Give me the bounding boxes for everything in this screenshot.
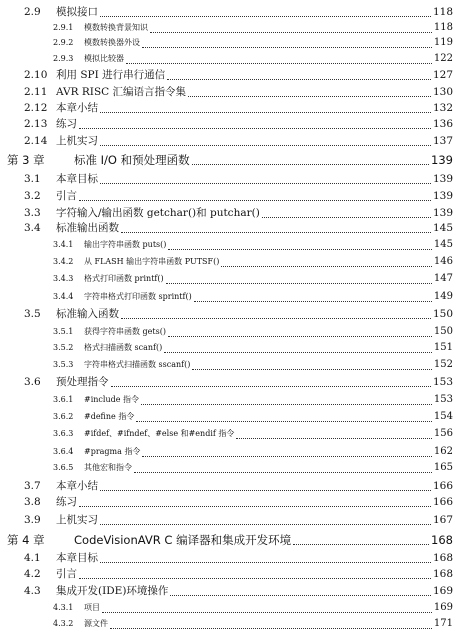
toc-subsection-entry bbox=[0, 289, 463, 305]
toc-entry-number: 3.8 bbox=[24, 496, 41, 508]
toc-entry-title: #define 指令 bbox=[84, 412, 135, 421]
dot-leader bbox=[170, 595, 431, 596]
dot-leader bbox=[100, 562, 431, 563]
toc-entry-page-number: 167 bbox=[432, 514, 453, 526]
toc-entry-page-number: 146 bbox=[433, 256, 453, 267]
toc-entry-title: 本章目标 bbox=[56, 173, 98, 185]
toc-entry-title: #include 指令 bbox=[84, 395, 140, 404]
toc-section-entry bbox=[0, 478, 463, 494]
dot-leader bbox=[221, 266, 432, 267]
toc-entry-title: 预处理指令 bbox=[56, 376, 109, 388]
toc-entry-number: 3.6.5 bbox=[53, 463, 74, 472]
toc-entry-title: 格式打印函数 printf() bbox=[84, 274, 164, 283]
toc-entry-line bbox=[56, 84, 453, 100]
toc-entry-title: #pragma 指令 bbox=[84, 447, 141, 456]
dot-leader bbox=[79, 128, 431, 129]
toc-section-entry bbox=[0, 100, 463, 116]
toc-entry-number: 3.6.1 bbox=[53, 395, 74, 404]
toc-entry-title: 本章目标 bbox=[56, 552, 98, 564]
toc-section-entry bbox=[0, 512, 463, 528]
toc-entry-line bbox=[56, 205, 453, 221]
toc-entry-number: 3.4.3 bbox=[53, 274, 74, 283]
toc-entry-page-number: 169 bbox=[433, 602, 453, 613]
dot-leader bbox=[100, 524, 431, 525]
toc-subsection-entry bbox=[0, 237, 463, 253]
toc-subsection-entry bbox=[0, 340, 463, 356]
toc-entry-line bbox=[84, 460, 453, 476]
toc-entry-title: 本章小结 bbox=[56, 102, 98, 114]
toc-entry-line bbox=[56, 306, 453, 322]
toc-entry-title: 本章小结 bbox=[56, 480, 98, 492]
toc-entry-number: 3.2 bbox=[24, 190, 41, 202]
toc-entry-page-number: 152 bbox=[433, 359, 453, 370]
toc-entry-number: 3.4.2 bbox=[53, 257, 74, 266]
toc-entry-page-number: 169 bbox=[432, 585, 453, 597]
toc-entry-number: 3.1 bbox=[24, 173, 41, 185]
dot-leader bbox=[121, 318, 431, 319]
toc-entry-page-number: 171 bbox=[433, 618, 453, 629]
toc-entry-number: 第 3 章 bbox=[7, 153, 45, 167]
toc-entry-number: 3.6.3 bbox=[53, 429, 74, 438]
toc-entry-number: 2.11 bbox=[24, 86, 48, 98]
toc-section-entry bbox=[0, 4, 463, 20]
dot-leader bbox=[236, 438, 432, 439]
toc-entry-page-number: 145 bbox=[433, 239, 453, 250]
dot-leader bbox=[192, 164, 429, 165]
dot-leader bbox=[134, 472, 432, 473]
toc-entry-title: 利用 SPI 进行串行通信 bbox=[56, 69, 166, 81]
toc-entry-number: 4.2 bbox=[24, 568, 41, 580]
toc-entry-page-number: 118 bbox=[432, 6, 453, 18]
toc-entry-title: 引言 bbox=[56, 190, 77, 202]
toc-entry-number: 3.6 bbox=[24, 376, 41, 388]
toc-entry-line bbox=[56, 374, 453, 390]
toc-entry-line bbox=[84, 254, 453, 270]
toc-entry-number: 3.5.3 bbox=[53, 360, 74, 369]
toc-entry-line bbox=[84, 237, 453, 253]
dot-leader bbox=[136, 421, 432, 422]
toc-entry-page-number: 154 bbox=[433, 411, 453, 422]
toc-entry-title: 引言 bbox=[56, 568, 77, 580]
toc-entry-line bbox=[84, 51, 453, 67]
dot-leader bbox=[142, 47, 432, 48]
toc-entry-page-number: 136 bbox=[432, 118, 453, 130]
toc-entry-line bbox=[84, 340, 453, 356]
toc-entry-number: 3.9 bbox=[24, 514, 41, 526]
toc-subsection-entry bbox=[0, 600, 463, 616]
toc-section-entry bbox=[0, 494, 463, 510]
toc-subsection-entry bbox=[0, 357, 463, 373]
toc-subsection-entry bbox=[0, 460, 463, 476]
toc-entry-number: 2.14 bbox=[24, 135, 48, 147]
toc-entry-title: 练习 bbox=[56, 118, 77, 130]
dot-leader bbox=[110, 628, 432, 629]
toc-section-entry bbox=[0, 583, 463, 599]
dot-leader bbox=[79, 200, 431, 201]
dot-leader bbox=[100, 183, 431, 184]
toc-entry-title: 输出字符串函数 puts() bbox=[84, 240, 167, 249]
dot-leader bbox=[142, 456, 431, 457]
toc-entry-page-number: 151 bbox=[433, 342, 453, 353]
toc-entry-title: 字符输入/输出函数 getchar()和 putchar() bbox=[56, 207, 260, 219]
toc-entry-line bbox=[84, 289, 453, 305]
toc-entry-page-number: 168 bbox=[431, 533, 453, 547]
toc-entry-title: 字符串格式打印函数 sprintf() bbox=[84, 292, 192, 301]
toc-entry-number: 3.6.4 bbox=[53, 447, 74, 456]
toc-section-entry bbox=[0, 306, 463, 322]
toc-entry-line bbox=[84, 616, 453, 632]
dot-leader bbox=[188, 96, 431, 97]
toc-entry-number: 2.12 bbox=[24, 102, 48, 114]
toc-entry-page-number: 150 bbox=[432, 308, 453, 320]
toc-subsection-entry bbox=[0, 426, 463, 442]
toc-entry-title: 上机实习 bbox=[56, 514, 98, 526]
dot-leader bbox=[126, 63, 432, 64]
toc-entry-number: 2.10 bbox=[24, 69, 48, 81]
toc-entry-number: 2.9 bbox=[24, 6, 41, 18]
toc-entry-number: 第 4 章 bbox=[7, 533, 45, 547]
toc-entry-title: CodeVisionAVR C 编译器和集成开发环境 bbox=[74, 533, 292, 547]
toc-subsection-entry bbox=[0, 409, 463, 425]
toc-entry-number: 2.9.1 bbox=[53, 23, 74, 32]
dot-leader bbox=[79, 506, 431, 507]
toc-entry-line bbox=[56, 188, 453, 204]
dot-leader bbox=[194, 301, 432, 302]
toc-subsection-entry bbox=[0, 616, 463, 632]
toc-entry-page-number: 139 bbox=[432, 207, 453, 219]
toc-entry-line bbox=[74, 532, 453, 548]
toc-entry-title: 标准 I/O 和预处理函数 bbox=[74, 153, 190, 167]
toc-subsection-entry bbox=[0, 35, 463, 51]
toc-entry-line bbox=[84, 324, 453, 340]
toc-entry-page-number: 139 bbox=[432, 190, 453, 202]
toc-subsection-entry bbox=[0, 51, 463, 67]
toc-entry-title: 标准输出函数 bbox=[56, 222, 119, 234]
toc-subsection-entry bbox=[0, 444, 463, 460]
toc-entry-line bbox=[74, 152, 453, 168]
toc-entry-number: 3.5.2 bbox=[53, 343, 74, 352]
toc-entry-line bbox=[56, 583, 453, 599]
toc-entry-page-number: 139 bbox=[432, 173, 453, 185]
dot-leader bbox=[150, 32, 432, 33]
dot-leader bbox=[100, 16, 431, 17]
dot-leader bbox=[102, 612, 432, 613]
toc-entry-page-number: 119 bbox=[433, 37, 453, 48]
toc-entry-page-number: 149 bbox=[433, 291, 453, 302]
toc-entry-page-number: 165 bbox=[433, 462, 453, 473]
toc-section-entry bbox=[0, 133, 463, 149]
toc-entry-number: 4.3.1 bbox=[53, 603, 74, 612]
dot-leader bbox=[111, 386, 431, 387]
toc-entry-title: 标准输入函数 bbox=[56, 308, 119, 320]
toc-entry-line bbox=[84, 426, 453, 442]
toc-entry-page-number: 122 bbox=[433, 53, 453, 64]
toc-entry-title: 项目 bbox=[84, 603, 100, 612]
toc-entry-number: 4.3 bbox=[24, 585, 41, 597]
toc-entry-line bbox=[84, 600, 453, 616]
toc-entry-page-number: 145 bbox=[432, 222, 453, 234]
toc-entry-page-number: 166 bbox=[432, 496, 453, 508]
toc-entry-number: 3.3 bbox=[24, 207, 41, 219]
toc-entry-number: 2.9.2 bbox=[53, 38, 74, 47]
toc-entry-page-number: 153 bbox=[432, 376, 453, 388]
toc-entry-page-number: 150 bbox=[433, 326, 453, 337]
dot-leader bbox=[167, 79, 431, 80]
dot-leader bbox=[100, 112, 431, 113]
toc-entry-line bbox=[84, 409, 453, 425]
toc-entry-page-number: 168 bbox=[432, 552, 453, 564]
toc-entry-title: 模拟比较器 bbox=[84, 54, 124, 63]
toc-entry-line bbox=[84, 357, 453, 373]
toc-entry-number: 3.7 bbox=[24, 480, 41, 492]
toc-subsection-entry bbox=[0, 254, 463, 270]
toc-entry-line bbox=[56, 550, 453, 566]
toc-subsection-entry bbox=[0, 271, 463, 287]
toc-entry-number: 2.9.3 bbox=[53, 54, 74, 63]
toc-entry-number: 3.6.2 bbox=[53, 412, 74, 421]
toc-section-entry bbox=[0, 205, 463, 221]
toc-entry-number: 3.5.1 bbox=[53, 327, 74, 336]
dot-leader bbox=[168, 249, 432, 250]
dot-leader bbox=[262, 217, 431, 218]
toc-entry-line bbox=[84, 35, 453, 51]
toc-entry-number: 4.3.2 bbox=[53, 619, 74, 628]
toc-section-entry bbox=[0, 67, 463, 83]
toc-entry-title: 上机实习 bbox=[56, 135, 98, 147]
toc-entry-title: 从 FLASH 输出字符串函数 PUTSF() bbox=[84, 257, 220, 266]
toc-entry-line bbox=[56, 100, 453, 116]
toc-section-entry bbox=[0, 188, 463, 204]
toc-subsection-entry bbox=[0, 392, 463, 408]
toc-entry-line bbox=[84, 20, 453, 36]
dot-leader bbox=[192, 369, 432, 370]
toc-entry-number: 3.4.1 bbox=[53, 240, 74, 249]
toc-entry-line bbox=[56, 116, 453, 132]
toc-entry-title: 源文件 bbox=[84, 619, 108, 628]
toc-entry-title: 练习 bbox=[56, 496, 77, 508]
toc-entry-line bbox=[84, 271, 453, 287]
toc-entry-page-number: 147 bbox=[433, 273, 453, 284]
toc-entry-line bbox=[84, 444, 453, 460]
toc-subsection-entry bbox=[0, 324, 463, 340]
toc-entry-number: 3.5 bbox=[24, 308, 41, 320]
dot-leader bbox=[121, 232, 431, 233]
toc-entry-page-number: 168 bbox=[432, 568, 453, 580]
toc-entry-title: 模数转换背景知识 bbox=[84, 23, 148, 32]
toc-entry-page-number: 137 bbox=[432, 135, 453, 147]
toc-entry-line bbox=[56, 133, 453, 149]
toc-chapter-entry bbox=[0, 532, 463, 548]
dot-leader bbox=[79, 578, 431, 579]
toc-entry-line bbox=[56, 478, 453, 494]
toc-entry-title: 集成开发(IDE)环境操作 bbox=[56, 585, 169, 597]
toc-entry-title: 字符串格式扫描函数 sscanf() bbox=[84, 360, 191, 369]
toc-entry-page-number: 166 bbox=[432, 480, 453, 492]
toc-section-entry bbox=[0, 220, 463, 236]
toc-entry-title: 模数转换器外设 bbox=[84, 38, 140, 47]
toc-section-entry bbox=[0, 374, 463, 390]
toc-entry-number: 3.4.4 bbox=[53, 292, 74, 301]
toc-entry-title: 其他宏和指令 bbox=[84, 463, 132, 472]
toc-entry-page-number: 162 bbox=[433, 446, 453, 457]
toc-entry-title: AVR RISC 汇编语言指令集 bbox=[56, 86, 187, 98]
toc-entry-line bbox=[56, 512, 453, 528]
toc-entry-page-number: 153 bbox=[433, 394, 453, 405]
toc-section-entry bbox=[0, 84, 463, 100]
toc-entry-title: 格式扫描函数 scanf() bbox=[84, 343, 163, 352]
toc-section-entry bbox=[0, 566, 463, 582]
toc-entry-page-number: 118 bbox=[433, 22, 453, 33]
toc-entry-title: 模拟接口 bbox=[56, 6, 98, 18]
toc-entry-line bbox=[56, 566, 453, 582]
toc-entry-page-number: 139 bbox=[431, 153, 453, 167]
toc-entry-line bbox=[56, 4, 453, 20]
toc-entry-line bbox=[56, 171, 453, 187]
dot-leader bbox=[100, 145, 431, 146]
toc-entry-page-number: 132 bbox=[432, 102, 453, 114]
toc-chapter-entry bbox=[0, 152, 463, 168]
toc-entry-line bbox=[56, 67, 453, 83]
toc-section-entry bbox=[0, 550, 463, 566]
toc-entry-line bbox=[56, 494, 453, 510]
toc-entry-line bbox=[56, 220, 453, 236]
toc-entry-title: #ifdef、#ifndef、#else 和#endif 指令 bbox=[84, 429, 235, 438]
dot-leader bbox=[164, 352, 432, 353]
toc-entry-number: 2.13 bbox=[24, 118, 48, 130]
toc-entry-page-number: 130 bbox=[432, 86, 453, 98]
toc-subsection-entry bbox=[0, 20, 463, 36]
dot-leader bbox=[166, 283, 432, 284]
dot-leader bbox=[168, 336, 432, 337]
toc-entry-number: 3.4 bbox=[24, 222, 41, 234]
toc-entry-page-number: 127 bbox=[432, 69, 453, 81]
dot-leader bbox=[100, 490, 431, 491]
toc-entry-line bbox=[84, 392, 453, 408]
toc-section-entry bbox=[0, 116, 463, 132]
toc-section-entry bbox=[0, 171, 463, 187]
toc-entry-number: 4.1 bbox=[24, 552, 41, 564]
dot-leader bbox=[141, 404, 432, 405]
toc-entry-page-number: 156 bbox=[433, 428, 453, 439]
toc-entry-title: 获得字符串函数 gets() bbox=[84, 327, 166, 336]
dot-leader bbox=[293, 544, 429, 545]
